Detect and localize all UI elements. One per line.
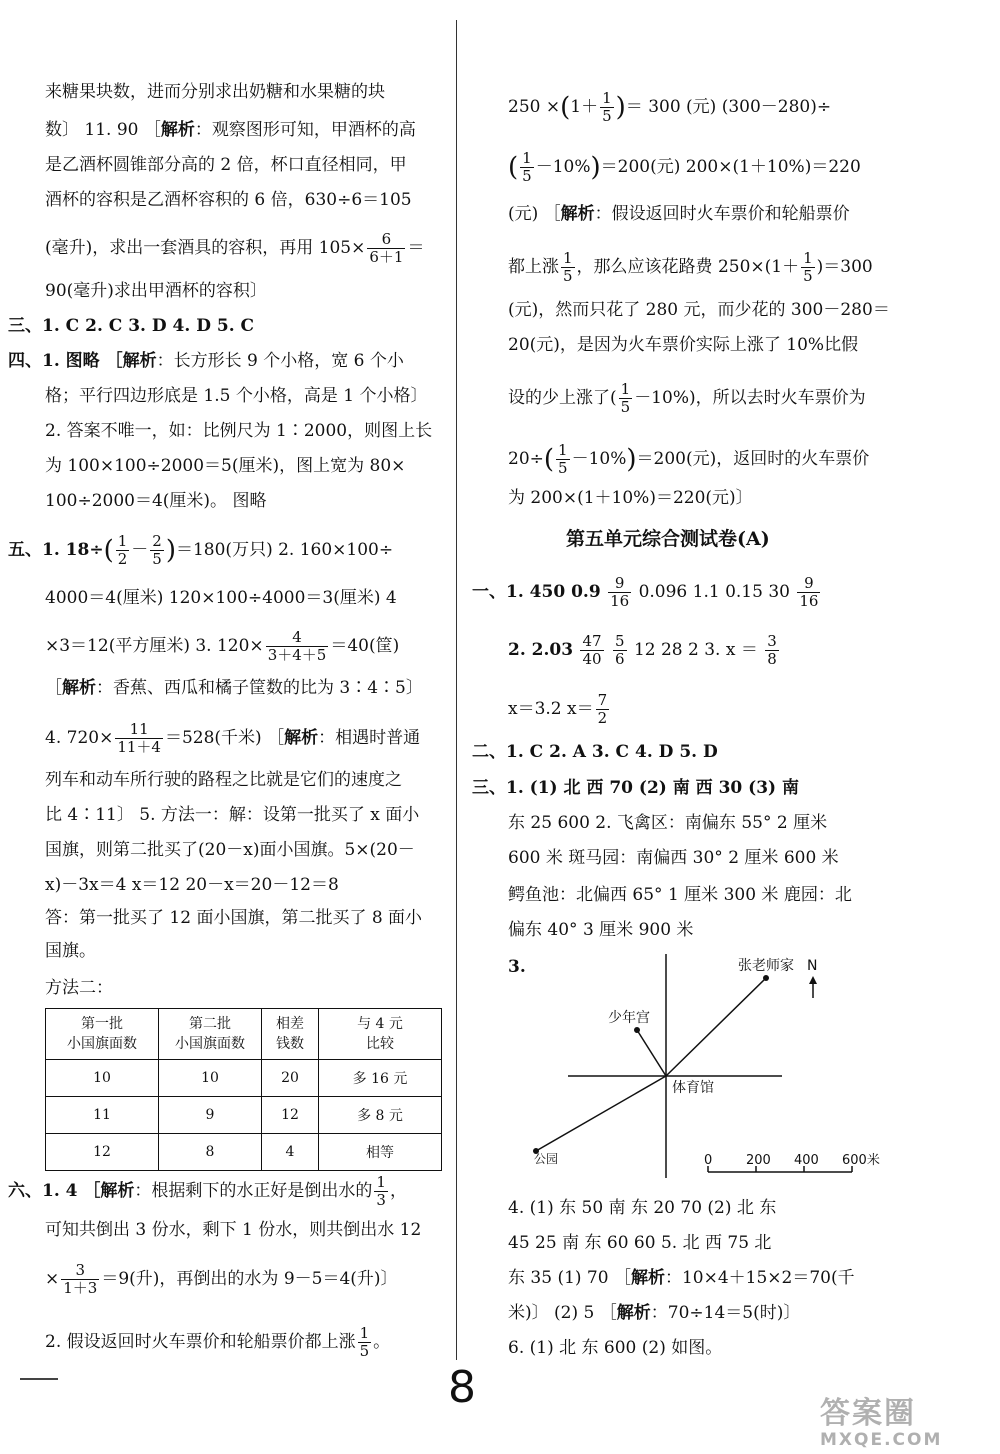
numerator: 1 [602,89,612,107]
text: 一、1. 450 0.9 [472,582,601,602]
table-cell: 11 [46,1097,159,1134]
denominator: 5 [522,167,532,185]
text-line: 五、1. 18÷( $\frac{1}{2}$ － $\frac{2}{5}$ )＝180(万只) 2. 160×100÷ [8,532,394,568]
label-teacher-home: 张老师家 [738,958,794,974]
ray-teacher-home [666,978,766,1076]
text: (毫升)，求出一套酒具的容积，再用 105× [45,238,366,258]
text-line [45,118,416,142]
text-line: 4000＝4(厘米) 120×100÷4000＝3(厘米) 4 [45,588,397,608]
table-cell: 12 [46,1134,159,1171]
fraction [600,90,614,125]
denominator: 5 [620,398,631,416]
numerator: 1 [117,532,128,550]
fraction [116,533,130,568]
text-line: 6. (1) 北 东 600 (2) 如图。 [508,1338,723,1358]
text-line: 格；平行四边形底是 1.5 个小格，高是 1 个小格〕 [45,386,428,406]
text: 20÷ [508,449,544,469]
text-line: 4. (1) 东 50 南 东 20 70 (2) 北 东 [508,1198,777,1218]
watermark [820,1388,942,1450]
numerator: 11 [115,721,163,739]
fraction [608,575,631,610]
label-jiexi: 解析 [560,204,595,224]
text-line [472,575,822,610]
ray-youth-palace [637,1030,666,1076]
text: 四、1. 图略 ［ [8,351,123,371]
text: 1＋ [570,97,599,117]
numerator: 47 [582,632,602,650]
point-youth-palace [634,1027,640,1033]
text-line [45,1262,398,1297]
table-cell: 10 [159,1060,262,1097]
text: )＝300 [816,257,873,277]
text-line: 为 100×100÷2000＝5(厘米)，图上宽为 80× [45,456,406,476]
table-cell: 多 8 元 [319,1097,442,1134]
numerator: 3 [767,632,777,650]
numerator: 1 [563,249,573,267]
text-line: 鳄鱼池：北偏西 65° 1 厘米 300 米 鹿园：北 [508,885,852,905]
fraction [801,250,815,285]
text-line: 3. [508,957,526,977]
text-line: 45 25 南 东 60 60 5. 北 西 75 北 [508,1233,772,1253]
text-line: 比 4∶11〕 5. 方法一：解：设第一批买了 x 面小 [45,805,420,825]
table-cell: 4 [262,1134,319,1171]
fraction [61,1262,99,1297]
text-line: 东 25 600 2. 飞禽区：南偏东 55° 2 厘米 [508,813,828,833]
text-line: 国旗。 [45,941,96,961]
fraction [266,629,329,664]
numerator: 9 [608,575,631,593]
table-header-cell: 第一批 小国旗面数 [46,1009,159,1060]
text: ：观察图形可知，甲酒杯的高 [194,120,416,140]
label-jiexi: 解析 [62,678,96,698]
numerator: 4 [266,629,329,647]
scale-label: 0 [704,1153,713,1168]
denominator: 8 [767,650,777,668]
text-line: 列车和动车所行驶的路程之比就是它们的速度之 [45,770,402,790]
direction-diagram [520,950,905,1190]
text-line: 20÷( $\frac{1}{5}$ －10%)＝200(元)，返回时的火车票价 [508,441,870,477]
denominator: 3＋4＋5 [267,646,327,664]
fraction [150,533,164,568]
table-header-cell: 与 4 元 比较 [319,1009,442,1060]
denominator: 16 [610,592,630,610]
fraction [520,150,534,185]
fraction [797,575,820,610]
label-park: 公园 [534,1152,559,1166]
numerator: 5 [614,632,625,650]
text: ：假设返回时火车票价和轮船票价 [594,204,850,224]
denominator: 3 [376,1191,386,1209]
text: ＝40(筐) [330,636,400,656]
text: 2. 2.03 [508,640,574,660]
text: x＝3.2 x＝ [508,699,594,719]
text: 六、1. 4 ［ [8,1181,101,1201]
fraction [619,381,633,416]
text: 4. 720× [45,728,114,748]
scale-label: 200 [746,1153,771,1168]
column-divider [456,20,457,1360]
text-line: 可知共倒出 3 份水，剩下 1 份水，则共倒出水 12 [45,1220,422,1240]
text: ＝200(元)，返回时的火车票价 [636,449,870,469]
table-header-row [46,1009,442,1060]
text: － [131,540,149,560]
numerator: 1 [620,380,631,398]
text-line [508,202,850,226]
text: ，那么应该花路费 250×(1＋ [576,257,800,277]
label-jiexi: 解析 [616,1303,651,1323]
text: －10% [571,449,627,469]
denominator: 5 [558,459,568,477]
scale-label: 600米 [842,1153,880,1168]
text-line: 偏东 40° 3 厘米 900 米 [508,920,694,940]
label-jiexi: 解析 [284,728,319,748]
text-line: 2. 答案不唯一，如：比例尺为 1∶2000，则图上长 [45,421,433,441]
numerator: 1 [803,249,813,267]
text-line [45,1325,390,1360]
fraction [765,633,779,668]
text-line [45,629,399,664]
text-line [8,349,404,373]
text-line: 方法二： [45,978,113,998]
text: ＝9(升)，再倒出的水为 9－5＝4(升)〕 [101,1269,398,1289]
table-row [46,1134,442,1171]
numerator: 3 [61,1262,99,1280]
label-jiexi: 解析 [630,1268,665,1288]
fraction [358,1325,372,1360]
text-line [45,676,423,700]
denominator: 5 [359,1342,370,1360]
text: －10%)，所以去时火车票价为 [634,388,866,408]
table-cell: 8 [159,1134,262,1171]
text: 设的少上涨了( [508,388,617,408]
text-line: 20(元)，是因为火车票价实际上涨了 10%比假 [508,335,859,355]
watermark-text: 答案圈 [820,1396,916,1431]
fraction [556,442,570,477]
text: 五、1. 18÷ [8,540,104,560]
text: ：70÷14＝5(时)〕 [650,1303,801,1323]
text-line [8,1174,407,1209]
text: 12 28 2 3. x ＝ [633,640,758,660]
answer-line: 三、1. C 2. C 3. D 4. D 5. C [8,316,255,336]
fraction [374,1174,388,1209]
text-line: 来糖果块数，进而分别求出奶糖和水果糖的块 [45,82,385,102]
table-cell: 多 16 元 [319,1060,442,1097]
text-line: ( $\frac{1}{5}$ －10%)＝200(元) 200×(1＋10%)＝220 [508,149,861,185]
numerator: 1 [359,1324,370,1342]
text: －10% [535,157,591,177]
text-line: (元)，然而只花了 280 元，而少花的 300－280＝ [508,300,890,320]
text: 。 [373,1332,391,1352]
north-label: N [807,958,818,974]
text-line: 国旗，则第二批买了(20－x)面小国旗。5×(20－ [45,840,415,860]
text: × [45,1269,60,1289]
ray-park [536,1076,666,1151]
table-cell: 12 [262,1097,319,1134]
denominator: 2 [117,550,128,568]
denominator: 40 [582,650,602,668]
text: 米)〕 (2) 5 ［ [508,1303,617,1323]
answer-line: 二、1. C 2. A 3. C 4. D 5. D [472,742,718,762]
label-jiexi: 解析 [100,1181,135,1201]
table-cell: 相等 [319,1134,442,1171]
text: ：长方形长 9 个小格，宽 6 个小 [156,351,404,371]
fraction [580,633,603,668]
text: ：相遇时普通 [318,728,421,748]
denominator: 5 [803,267,813,285]
fraction [596,692,610,727]
text-line: 250 ×(1＋ $\frac{1}{5}$ )＝ 300 (元) (300－280)÷ [508,89,832,125]
table-cell: 10 [46,1060,159,1097]
table-row [46,1097,442,1134]
text: ＝ [407,238,425,258]
text: ：根据剩下的水正好是倒出水的 [134,1181,373,1201]
label-jiexi: 解析 [160,120,195,140]
text: ＝180(万只) 2. 160×100÷ [175,540,394,560]
text: ：10×4＋15×2＝70(千 [664,1268,855,1288]
text-line: 酒杯的容积是乙酒杯容积的 6 倍，630÷6＝105 [45,190,412,210]
label-youth-palace: 少年宫 [608,1010,650,1026]
north-arrowhead-icon [809,976,817,984]
denominator: 5 [152,550,162,568]
numerator: 1 [376,1173,386,1191]
text-line [508,1301,800,1325]
numerator: 6 [367,231,405,249]
text-line [508,381,866,416]
text: (元) ［ [508,204,561,224]
point-teacher-home [763,975,769,981]
section-title: 第五单元综合测试卷(A) [566,528,770,550]
text: 0.096 1.1 0.15 30 [638,582,790,602]
denominator: 16 [799,592,819,610]
table-cell: 20 [262,1060,319,1097]
text-line: 答：第一批买了 12 面小国旗，第二批买了 8 面小 [45,908,423,928]
table-row [46,1060,442,1097]
text-line [508,633,781,668]
denominator: 6＋1 [369,248,404,266]
text-line [508,250,873,285]
text: 东 35 (1) 70 ［ [508,1268,631,1288]
numerator: 2 [152,532,162,550]
text-line [45,231,424,266]
denominator: 2 [597,709,608,727]
text: ， [389,1181,407,1201]
denominator: 5 [563,267,573,285]
text-line: 600 米 斑马园：南偏西 30° 2 厘米 600 米 [508,848,839,868]
answer-line: 三、1. (1) 北 西 70 (2) 南 西 30 (3) 南 [472,778,799,798]
text-line [508,692,611,727]
text-line: 90(毫升)求出甲酒杯的容积〕 [45,281,267,301]
text-line: 是乙酒杯圆锥部分高的 2 倍，杯口直径相同，甲 [45,155,407,175]
text: ＝ 300 (元) (300－280)÷ [625,97,832,117]
watermark-url: MXQE.COM [820,1430,943,1450]
text-line: 为 200×(1＋10%)＝220(元)〕 [508,488,753,508]
text: ×3＝12(平方厘米) 3. 120× [45,636,264,656]
numerator: 1 [522,149,532,167]
numerator: 7 [597,691,608,709]
fraction [561,250,575,285]
table-cell: 9 [159,1097,262,1134]
denominator: 11＋4 [117,738,161,756]
label-gym: 体育馆 [672,1080,714,1096]
comparison-table [45,1008,442,1171]
table-header-cell: 相差 钱数 [262,1009,319,1060]
denominator: 1＋3 [63,1279,98,1297]
fraction [613,633,627,668]
table-header-cell: 第二批 小国旗面数 [159,1009,262,1060]
text-line: 100÷2000＝4(厘米)。 图略 [45,491,267,511]
footer-dash [20,1378,58,1380]
fraction [115,721,163,756]
text: 都上涨 [508,257,559,277]
numerator: 1 [558,441,568,459]
text: ［ [45,678,62,698]
text: ＝200(元) 200×(1＋10%)＝220 [600,157,861,177]
fraction [367,231,405,266]
text: ：香蕉、西瓜和橘子筐数的比为 3∶4∶5〕 [96,678,423,698]
page-number: 8 [448,1362,476,1413]
numerator: 9 [797,575,820,593]
text-line: x)－3x＝4 x＝12 20－x＝20－12＝8 [45,875,339,895]
label-jiexi: 解析 [122,351,157,371]
text: 250 × [508,97,561,117]
denominator: 5 [602,107,612,125]
denominator: 6 [614,650,625,668]
text: ＝528(千米) ［ [164,728,285,748]
text-line [508,1266,855,1290]
text: 数〕 11. 90 ［ [45,120,161,140]
text-line [45,721,420,756]
text: 2. 假设返回时火车票价和轮船票价都上涨 [45,1332,356,1352]
scale-label: 400 [794,1153,819,1168]
